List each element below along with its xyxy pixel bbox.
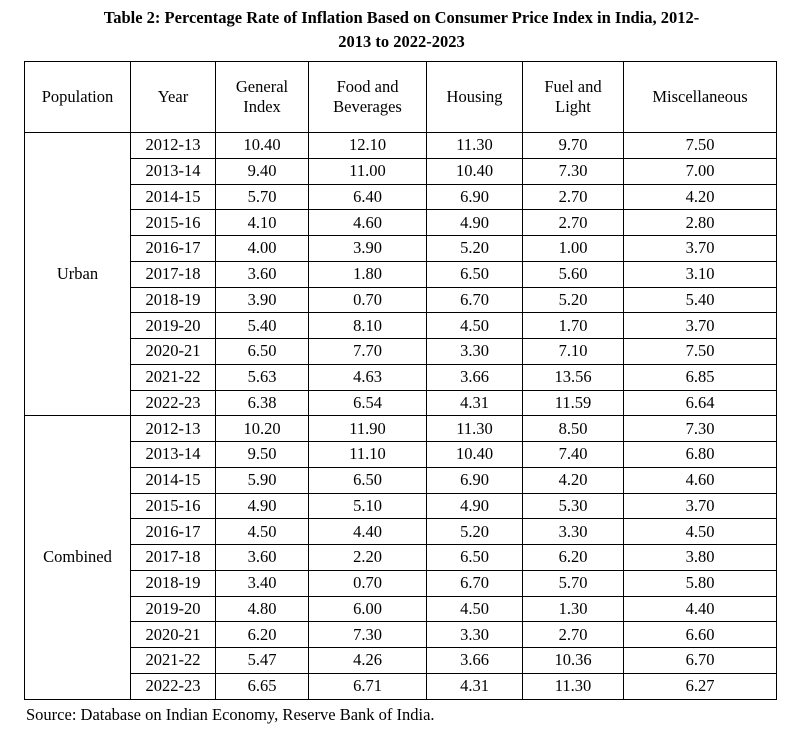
housing-cell: 6.50 [427,545,523,571]
header-year: Year [131,62,216,133]
year-cell: 2021-22 [131,364,216,390]
housing-cell: 3.66 [427,648,523,674]
housing-cell: 6.90 [427,184,523,210]
food-and-beverages-cell: 2.20 [309,545,427,571]
housing-cell: 3.66 [427,364,523,390]
miscellaneous-cell: 6.70 [624,648,777,674]
miscellaneous-cell: 7.30 [624,416,777,442]
population-cell: Urban [25,133,131,416]
fuel-and-light-cell: 7.40 [523,442,624,468]
housing-cell: 3.30 [427,622,523,648]
food-and-beverages-cell: 4.60 [309,210,427,236]
table-row [25,596,777,622]
table-row [25,313,777,339]
year-cell: 2019-20 [131,596,216,622]
year-cell: 2017-18 [131,261,216,287]
table-row [25,287,777,313]
header-miscellaneous: Miscellaneous [624,62,777,133]
housing-cell: 6.90 [427,467,523,493]
food-and-beverages-cell: 7.70 [309,339,427,365]
table-row [25,673,777,699]
header-housing: Housing [427,62,523,133]
housing-cell: 10.40 [427,442,523,468]
housing-cell: 4.50 [427,596,523,622]
housing-cell: 4.31 [427,673,523,699]
general-index-cell: 5.90 [216,467,309,493]
inflation-table [24,61,777,700]
header-food-and-beverages: Food and Beverages [309,62,427,133]
food-and-beverages-cell: 4.40 [309,519,427,545]
miscellaneous-cell: 3.10 [624,261,777,287]
fuel-and-light-cell: 13.56 [523,364,624,390]
general-index-cell: 9.40 [216,158,309,184]
header-fuel-and-light: Fuel and Light [523,62,624,133]
miscellaneous-cell: 4.40 [624,596,777,622]
fuel-and-light-cell: 10.36 [523,648,624,674]
fuel-and-light-cell: 1.30 [523,596,624,622]
header-population: Population [25,62,131,133]
table-row [25,339,777,365]
housing-cell: 6.50 [427,261,523,287]
food-and-beverages-cell: 11.90 [309,416,427,442]
fuel-and-light-cell: 11.30 [523,673,624,699]
table-row [25,236,777,262]
year-cell: 2021-22 [131,648,216,674]
food-and-beverages-cell: 3.90 [309,236,427,262]
food-and-beverages-cell: 4.26 [309,648,427,674]
fuel-and-light-cell: 1.70 [523,313,624,339]
fuel-and-light-cell: 5.30 [523,493,624,519]
miscellaneous-cell: 6.80 [624,442,777,468]
food-and-beverages-cell: 5.10 [309,493,427,519]
miscellaneous-cell: 2.80 [624,210,777,236]
housing-cell: 5.20 [427,236,523,262]
general-index-cell: 3.90 [216,287,309,313]
year-cell: 2019-20 [131,313,216,339]
year-cell: 2017-18 [131,545,216,571]
fuel-and-light-cell: 3.30 [523,519,624,545]
table-row [25,184,777,210]
food-and-beverages-cell: 0.70 [309,287,427,313]
food-and-beverages-cell: 8.10 [309,313,427,339]
fuel-and-light-cell: 2.70 [523,184,624,210]
miscellaneous-cell: 6.27 [624,673,777,699]
housing-cell: 11.30 [427,416,523,442]
table-row [25,467,777,493]
fuel-and-light-cell: 5.60 [523,261,624,287]
housing-cell: 5.20 [427,519,523,545]
general-index-cell: 6.50 [216,339,309,365]
food-and-beverages-cell: 1.80 [309,261,427,287]
miscellaneous-cell: 7.50 [624,339,777,365]
miscellaneous-cell: 3.80 [624,545,777,571]
fuel-and-light-cell: 7.30 [523,158,624,184]
header-general-index: General Index [216,62,309,133]
general-index-cell: 4.80 [216,596,309,622]
food-and-beverages-cell: 7.30 [309,622,427,648]
miscellaneous-cell: 3.70 [624,313,777,339]
general-index-cell: 5.63 [216,364,309,390]
table-row [25,210,777,236]
table-row [25,158,777,184]
table-row [25,390,777,416]
table-row [25,545,777,571]
table-row [25,133,777,159]
food-and-beverages-cell: 11.10 [309,442,427,468]
fuel-and-light-cell: 4.20 [523,467,624,493]
food-and-beverages-cell: 4.63 [309,364,427,390]
miscellaneous-cell: 5.40 [624,287,777,313]
general-index-cell: 6.20 [216,622,309,648]
miscellaneous-cell: 4.60 [624,467,777,493]
year-cell: 2012-13 [131,133,216,159]
general-index-cell: 4.10 [216,210,309,236]
general-index-cell: 6.38 [216,390,309,416]
fuel-and-light-cell: 1.00 [523,236,624,262]
food-and-beverages-cell: 6.50 [309,467,427,493]
year-cell: 2018-19 [131,570,216,596]
general-index-cell: 6.65 [216,673,309,699]
housing-cell: 4.50 [427,313,523,339]
table-row [25,442,777,468]
year-cell: 2013-14 [131,442,216,468]
general-index-cell: 10.20 [216,416,309,442]
food-and-beverages-cell: 6.54 [309,390,427,416]
general-index-cell: 5.47 [216,648,309,674]
population-cell: Combined [25,416,131,699]
general-index-cell: 5.70 [216,184,309,210]
fuel-and-light-cell: 5.70 [523,570,624,596]
miscellaneous-cell: 3.70 [624,236,777,262]
year-cell: 2016-17 [131,236,216,262]
miscellaneous-cell: 5.80 [624,570,777,596]
year-cell: 2014-15 [131,184,216,210]
table-row [25,519,777,545]
fuel-and-light-cell: 8.50 [523,416,624,442]
year-cell: 2022-23 [131,390,216,416]
source-note: Source: Database on Indian Economy, Reserve Bank of India. [26,705,435,724]
housing-cell: 6.70 [427,570,523,596]
year-cell: 2022-23 [131,673,216,699]
fuel-and-light-cell: 2.70 [523,622,624,648]
housing-cell: 11.30 [427,133,523,159]
food-and-beverages-cell: 6.00 [309,596,427,622]
miscellaneous-cell: 6.60 [624,622,777,648]
general-index-cell: 4.50 [216,519,309,545]
miscellaneous-cell: 6.64 [624,390,777,416]
table-row [25,493,777,519]
fuel-and-light-cell: 7.10 [523,339,624,365]
food-and-beverages-cell: 6.40 [309,184,427,210]
table-row [25,648,777,674]
table-row [25,416,777,442]
fuel-and-light-cell: 9.70 [523,133,624,159]
table-row [25,570,777,596]
fuel-and-light-cell: 5.20 [523,287,624,313]
housing-cell: 4.31 [427,390,523,416]
housing-cell: 3.30 [427,339,523,365]
miscellaneous-cell: 7.50 [624,133,777,159]
housing-cell: 6.70 [427,287,523,313]
table-row [25,261,777,287]
year-cell: 2012-13 [131,416,216,442]
general-index-cell: 9.50 [216,442,309,468]
general-index-cell: 5.40 [216,313,309,339]
miscellaneous-cell: 6.85 [624,364,777,390]
year-cell: 2016-17 [131,519,216,545]
year-cell: 2018-19 [131,287,216,313]
general-index-cell: 3.40 [216,570,309,596]
fuel-and-light-cell: 6.20 [523,545,624,571]
food-and-beverages-cell: 11.00 [309,158,427,184]
miscellaneous-cell: 3.70 [624,493,777,519]
housing-cell: 4.90 [427,210,523,236]
fuel-and-light-cell: 11.59 [523,390,624,416]
year-cell: 2015-16 [131,493,216,519]
food-and-beverages-cell: 6.71 [309,673,427,699]
general-index-cell: 4.00 [216,236,309,262]
year-cell: 2014-15 [131,467,216,493]
miscellaneous-cell: 4.20 [624,184,777,210]
year-cell: 2020-21 [131,622,216,648]
header-row [25,62,777,133]
general-index-cell: 3.60 [216,545,309,571]
table-title [40,6,763,54]
food-and-beverages-cell: 0.70 [309,570,427,596]
general-index-cell: 10.40 [216,133,309,159]
fuel-and-light-cell: 2.70 [523,210,624,236]
housing-cell: 10.40 [427,158,523,184]
table-body [25,133,777,700]
table-row [25,364,777,390]
year-cell: 2013-14 [131,158,216,184]
miscellaneous-cell: 4.50 [624,519,777,545]
table-title-line2: 2013 to 2022-2023 [338,32,465,51]
miscellaneous-cell: 7.00 [624,158,777,184]
year-cell: 2015-16 [131,210,216,236]
housing-cell: 4.90 [427,493,523,519]
table-title-line1: Table 2: Percentage Rate of Inflation Based on Consumer Price Index in India, 2012- [103,8,700,27]
general-index-cell: 3.60 [216,261,309,287]
food-and-beverages-cell: 12.10 [309,133,427,159]
table-row [25,622,777,648]
year-cell: 2020-21 [131,339,216,365]
general-index-cell: 4.90 [216,493,309,519]
